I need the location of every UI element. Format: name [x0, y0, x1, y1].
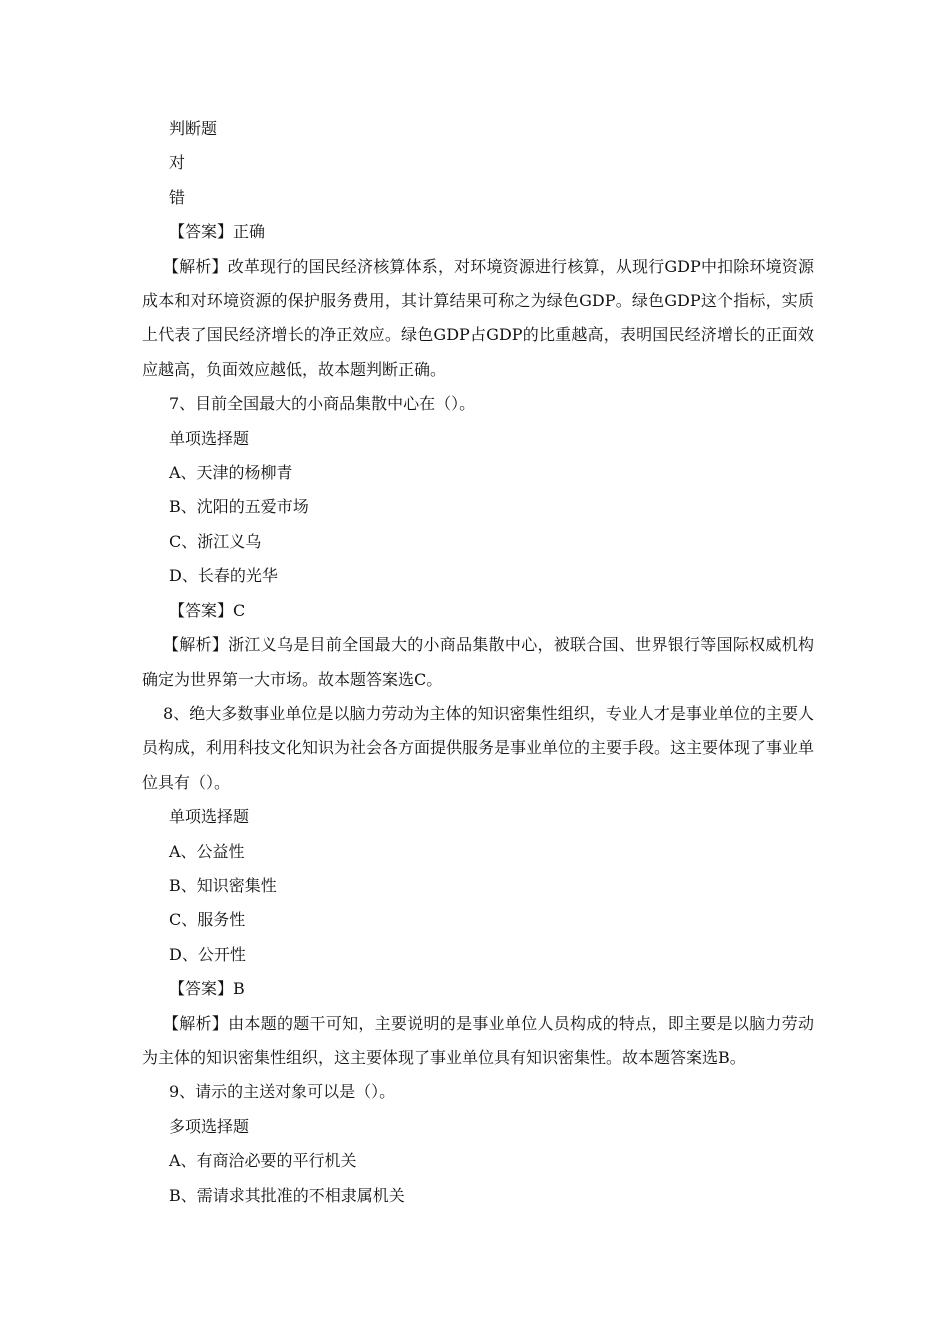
q8-answer: 【答案】B: [169, 979, 245, 999]
q9-option-a: A、有商洽必要的平行机关: [169, 1151, 357, 1171]
q7-question: 7、目前全国最大的小商品集散中心在（）。: [169, 394, 476, 414]
q6-type: 判断题: [169, 119, 218, 138]
q9-type: 多项选择题: [169, 1116, 250, 1136]
q6-option-false: 错: [169, 187, 186, 207]
q7-option-a: A、天津的杨柳青: [169, 463, 293, 483]
q8-type: 单项选择题: [169, 807, 250, 827]
document-content: [142, 112, 814, 1213]
q6-analysis: 【解析】改革现行的国民经济核算体系，对环境资源进行核算，从现行GDP中扣除环境资源成本和对环境资源的保护服务费用，其计算结果可称之为绿色GDP。绿色GDP这个指标，实质上代表了国民经济增长的净正效应。绿色GDP占GDP的比重越高，表明国民经济增长的正面效应越高，负面效应越低，故本题判断正确。: [142, 256, 814, 379]
q9-question: 9、请示的主送对象可以是（）。: [169, 1082, 396, 1102]
q7-option-b: B、沈阳的五爱市场: [169, 497, 309, 517]
q7-analysis: 【解析】浙江义乌是目前全国最大的小商品集散中心，被联合国、世界银行等国际权威机构确定为世界第一大市场。故本题答案选C。: [142, 635, 814, 689]
q7-type: 单项选择题: [169, 428, 250, 448]
q7-option-c: C、浙江义乌: [169, 531, 262, 551]
q7-answer: 【答案】C: [169, 600, 246, 620]
q6-answer: 【答案】正确: [169, 222, 266, 242]
q8-option-a: A、公益性: [169, 841, 245, 861]
q9-option-b: B、需请求其批准的不相隶属机关: [169, 1185, 405, 1205]
q6-option-true: 对: [169, 153, 186, 173]
q8-option-d: D、公开性: [169, 944, 246, 964]
q8-question: 8、绝大多数事业单位是以脑力劳动为主体的知识密集性组织，专业人才是事业单位的主要人员构成，利用科技文化知识为社会各方面提供服务是事业单位的主要手段。这主要体现了事业单位具有（）。: [142, 703, 815, 792]
q8-option-b: B、知识密集性: [169, 875, 277, 895]
q8-analysis: 【解析】由本题的题干可知，主要说明的是事业单位人员构成的特点，即主要是以脑力劳动为主体的知识密集性组织，这主要体现了事业单位具有知识密集性。故本题答案选B。: [142, 1013, 814, 1067]
q8-option-c: C、服务性: [169, 910, 246, 930]
q7-option-d: D、长春的光华: [169, 566, 278, 586]
